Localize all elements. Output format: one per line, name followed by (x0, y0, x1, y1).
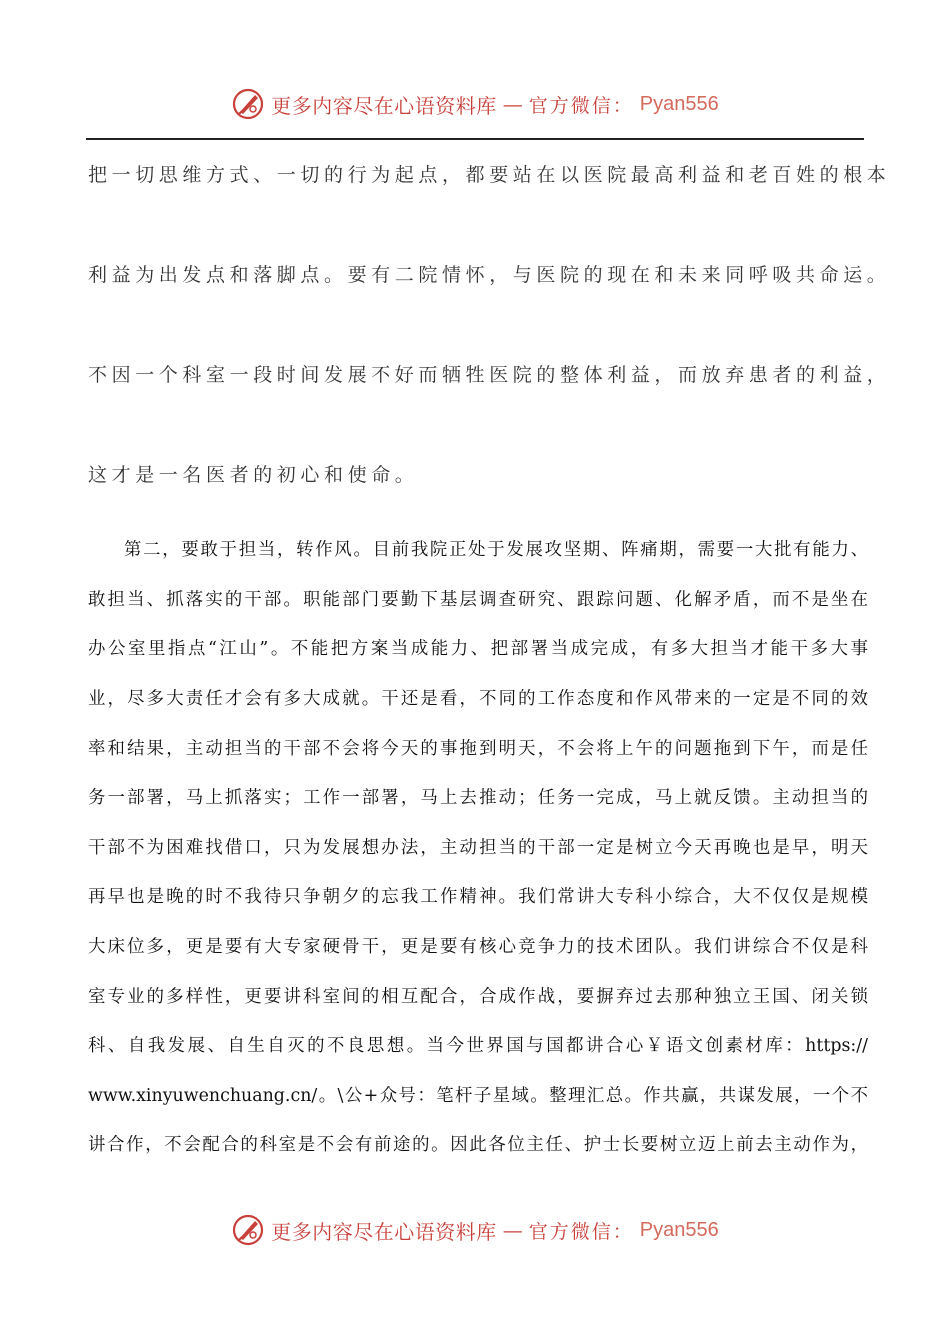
quill-logo-icon (231, 1213, 265, 1247)
paragraph-line: 办公室里指点“江山”。不能把方案当成能力、把部署当成完成，有多大担当才能干多大事 (88, 639, 868, 659)
paragraph-line: 率和结果，主动担当的干部不会将今天的事拖到明天，不会将上午的问题拖到下午，而是任 (88, 739, 868, 759)
footer-brand (0, 1210, 950, 1250)
body-line: 把一切思维方式、一切的行为起点，都要站在以医院最高利益和老百姓的根本 (88, 164, 891, 186)
paragraph-line: 第二，要敢于担当，转作风。目前我院正处于发展攻坚期、阵痛期，需要一大批有能力、 (124, 540, 868, 560)
body-line: 不因一个科室一段时间发展不好而牺牲医院的整体利益，而放弃患者的利益， (88, 364, 891, 386)
footer-wechat-handle: Pyan556 (639, 1218, 719, 1241)
body-line: 利益为出发点和落脚点。要有二院情怀，与医院的现在和未来同呼吸共命运。 (88, 264, 891, 286)
paragraph-line: 务一部署，马上抓落实；工作一部署，马上去推动；任务一完成，马上就反馈。主动担当的 (88, 788, 868, 808)
paragraph-line: 室专业的多样性，更要讲科室间的相互配合，合成作战，要摒弃过去那种独立王国、闭关锁 (88, 987, 868, 1007)
footer-separator: — (502, 1218, 523, 1242)
paragraph-line: www.xinyuwenchuang.cn/。\公+众号：笔杆子星域。整理汇总。作共赢，共谋发展，一个不 (88, 1086, 868, 1106)
paragraph-line: 干部不为困难找借口，只为发展想办法，主动担当的干部一定是树立今天再晚也是早，明天 (88, 838, 868, 858)
paragraph-line: 讲合作，不会配合的科室是不会有前途的。因此各位主任、护士长要树立迈上前去主动作为， (88, 1135, 868, 1155)
paragraph-line: 敢担当、抓落实的干部。职能部门要勤下基层调查研究、跟踪问题、化解矛盾，而不是坐在 (88, 590, 868, 610)
quill-logo-icon (231, 87, 265, 121)
header-separator: — (502, 92, 523, 116)
footer-brand-name: 更多内容尽在心语资料库 (271, 1219, 497, 1244)
body-line: 这才是一名医者的初心和使命。 (88, 464, 419, 486)
paragraph-line: 再早也是晚的时不我待只争朝夕的忘我工作精神。我们常讲大专科小综合，大不仅仅是规模 (88, 887, 868, 907)
header-wechat-handle: Pyan556 (639, 92, 719, 115)
header-brand (0, 84, 950, 124)
header-wechat-label: 官方微信： (528, 94, 634, 117)
header-brand-name: 更多内容尽在心语资料库 (271, 93, 497, 118)
paragraph-line: 科、自我发展、自生自灭的不良思想。当今世界国与国都讲合心￥语文创素材库：https:// (88, 1036, 868, 1056)
footer-wechat-label: 官方微信： (528, 1220, 634, 1243)
paragraph-line: 大床位多，更是要有大专家硬骨干，更是要有核心竞争力的技术团队。我们讲综合不仅是科 (88, 937, 868, 957)
header-divider (86, 138, 864, 140)
paragraph-line: 业，尽多大责任才会有多大成就。干还是看，不同的工作态度和作风带来的一定是不同的效 (88, 689, 868, 709)
